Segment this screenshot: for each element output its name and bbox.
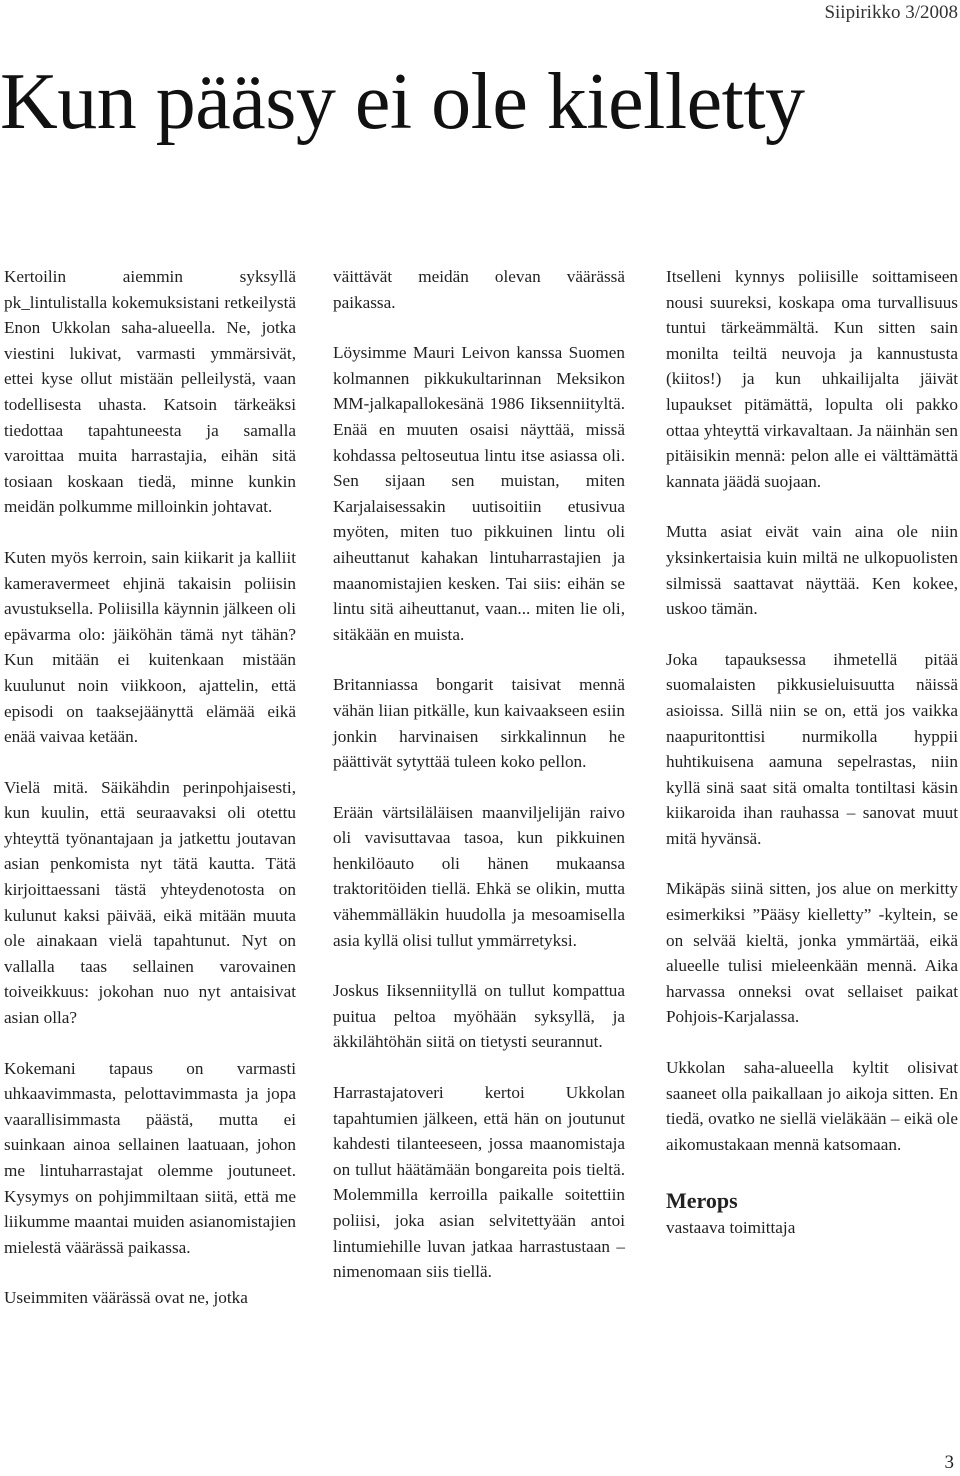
author-name: Merops xyxy=(666,1188,738,1214)
paragraph: Useimmiten väärässä ovat ne, jotka xyxy=(4,1288,248,1308)
article-column-1 xyxy=(4,264,296,1336)
author-role: vastaava toimittaja xyxy=(666,1218,796,1238)
article-title: Kun pääsy ei ole kielletty xyxy=(0,58,805,146)
paragraph: Joka tapauksessa ihmetellä pitää suomalaisten pikkusieluisuutta näissä asioissa. Sillä niin se on, että jos vaikka naapuritonttisi nurmikolla hyppii huhtikuisena aamuna sepelrastas, niin kyllä sinä saat sitä omalta tontiltasi käsin kiikaroida ihan rauhassa – sanovat muut mitä hyvänsä. xyxy=(666,649,958,848)
page-number: 3 xyxy=(944,1452,954,1473)
paragraph: Britanniassa bongarit taisivat mennä vähän liian pitkälle, kun kaivaakseen esiin jonkin harvinaisen sirkkalinnun he päättivät sytyttää tuleen koko pellon. xyxy=(333,675,625,772)
paragraph: Löysimme Mauri Leivon kanssa Suomen kolmannen pikkukultarinnan Meksikon MM-jalkapallokesänä 1986 Iiksenniityltä. Enää en muuten osaisi näyttää, missä kohdassa peltoseutua lintu itse asiassa oli. Sen sijaan sen muistan, miten Karjalaisessakin uutisoitiin etusivua myöten, miten tuo pikkuinen lintu oli aiheuttanut kahakan lintuharrastajien ja maanomistajien kesken. Tai siis: eihän se lintu sitä aiheuttanut, vaan... miten lie oli, sitäkään en muista. xyxy=(333,343,625,644)
paragraph: Ukkolan saha-alueella kyltit olisivat saaneet olla paikallaan jo aikoja sitten. En tiedä, ovatko ne siellä vieläkään – eikä ole aikomustakaan mennä katsomaan. xyxy=(666,1058,958,1154)
paragraph: Itselleni kynnys poliisille soittamiseen nousi suureksi, koskapa oma turvallisuus tuntui tärkeämmältä. Kun sitten sain monilta teiltä neuvoja ja kannustusta (kiitos!) ja kun uhkailijalta jäivät lupaukset pitämättä, lopulta oli pakko ottaa yhteyttä virkavaltaan. Ja näinhän sen pitäisikin mennä: pelon alle ei välttämättä kannata jäädä suojaan. xyxy=(666,267,958,491)
paragraph: väittävät meidän olevan väärässä paikassa. xyxy=(333,267,625,312)
article-column-2 xyxy=(333,264,625,1310)
paragraph: Kertoilin aiemmin syksyllä pk_lintulistalla kokemuksistani retkeilystä Enon Ukkolan saha-alueella. Ne, jotka viestini lukivat, varmasti ymmärsivät, ettei kyse ollut mistään pelleilystä, vaan todellisesta uhasta. Katsoin tärkeäksi tiedottaa tapahtuneesta ja samalla varoittaa muita harrastajia, eihän sitä tosiaan koskaan tiedä, minne kunkin meidän polkumme milloinkin johtavat. xyxy=(4,267,296,517)
paragraph: Erään värtsiläläisen maanviljelijän raivo oli vavisuttavaa tasoa, kun pikkuinen henkilöauto oli hänen mukaansa traktoritöiden tiellä. Ehkä se olikin, mutta vähemmälläkin huudolla ja mesoamisella asia kyllä olisi tullut ymmärretyksi. xyxy=(333,802,625,950)
paragraph: Mikäpäs siinä sitten, jos alue on merkitty esimerkiksi ”Pääsy kielletty” -kyltein, se on selvää kieltä, jonka ymmärtää, eikä alueelle tulisi mieleenkään mennä. Aika harvassa onneksi ovat sellaiset paikat Pohjois-Karjalassa. xyxy=(666,879,958,1027)
paragraph: Vielä mitä. Säikähdin perinpohjaisesti, kun kuulin, että seuraavaksi oli otettu yhteyttä työnantajaan ja jatkettu joutavan asian penkomista nyt tätä kautta. Tätä kirjoittaessani tästä yhteydenotosta on kulunut kaksi päivää, eikä mitään muuta ole ainakaan vielä tapahtunut. Nyt on vallalla taas sellainen varovainen toiveikkuus: jokohan nuo nyt antaisivat asian olla? xyxy=(4,777,296,1028)
paragraph: Mutta asiat eivät vain aina ole niin yksinkertaisia kuin miltä ne ulkopuolisten silmissä saattavat näyttää. Ken kokee, uskoo tämän. xyxy=(666,522,958,619)
paragraph: Joskus Iiksenniityllä on tullut kompattua puitua peltoa myöhään syksyllä, ja äkkilähtöhän siitä on tietysti seurannut. xyxy=(333,981,625,1052)
issue-label: Siipirikko 3/2008 xyxy=(824,2,958,23)
paragraph: Harrastajatoveri kertoi Ukkolan tapahtumien jälkeen, että hän on joutunut kahdesti tilanteeseen, jossa maanomistaja on tullut häätämään bongareita pois tieltä. Molemmilla kerroilla paikalle soitettiin poliisi, joka asian selvitettyään antoi lintumiehille luvan jatkaa harrastustaan – nimenomaan siis tiellä. xyxy=(333,1083,625,1282)
article-column-3 xyxy=(666,264,958,1240)
author-signature xyxy=(666,1187,958,1240)
paragraph: Kokemani tapaus on varmasti uhkaavimmasta, pelottavimmasta ja jopa vaarallisimmasta päästä, mutta ei suinkaan ainoa sellainen laatuaan, johon me lintuharrastajat olemme joutuneet. Kysymys on pohjimmiltaan siitä, että me liikumme maantai muiden asianomistajien mielestä väärässä paikassa. xyxy=(4,1058,296,1257)
paragraph: Kuten myös kerroin, sain kiikarit ja kalliit kameravermeet ehjinä takaisin poliisin avustuksella. Poliisilla käynnin jälkeen oli epävarma olo: jäiköhän tämä nyt tähän? Kun mitään ei kuitenkaan mistään kuulunut noin viikkoon, ajattelin, että episodi on taaksejäänyttä elämää eikä enää vaivaa ketään. xyxy=(4,547,296,747)
